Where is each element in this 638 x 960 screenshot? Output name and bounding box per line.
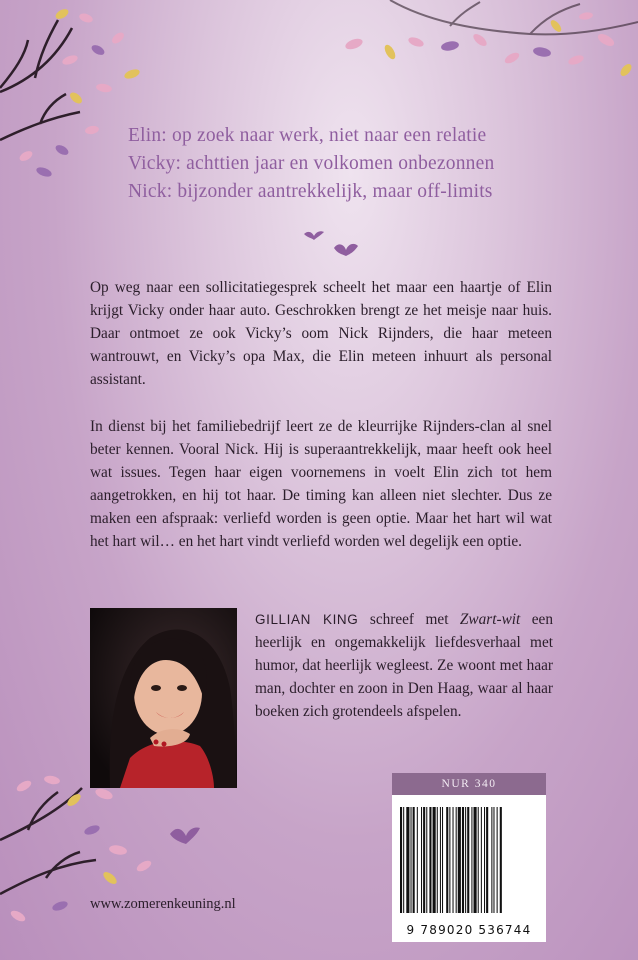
barcode-bar bbox=[417, 807, 418, 913]
blurb-paragraph-1: Op weg naar een sollicitatiegesprek scheelt het maar een haartje of Elin krijgt Vicky onder haar auto. Geschrokken brengt ze het meisje naar huis. Daar ontmoet ze ook Vicky’s oom Nick Rijnders, die haar meteen wantrouwt, en Vicky’s opa Max, die Elin meteen inhuurt als personal assistant. bbox=[90, 279, 552, 388]
barcode-bar bbox=[491, 807, 492, 913]
barcode-bar bbox=[449, 807, 450, 913]
barcode-bar bbox=[471, 807, 472, 913]
barcode-bar bbox=[423, 807, 425, 913]
branch-decoration-bottom-left bbox=[0, 770, 170, 940]
barcode-bar bbox=[497, 807, 498, 913]
barcode-bar bbox=[456, 807, 457, 913]
author-bio bbox=[255, 608, 553, 723]
author-name: GILLIAN KING bbox=[255, 612, 359, 627]
taglines bbox=[128, 122, 608, 206]
author-text-after-title: een heerlijk en ongemakkelijk liefdesverhaal met humor, dat heerlijk wegleest. Ze woont met haar man, dochter en zoon in Den Haag, waar al haar boeken zich grotendeels afspelen. bbox=[255, 611, 553, 720]
barcode-bar bbox=[413, 807, 415, 913]
tagline-nick: Nick: bijzonder aantrekkelijk, maar off-limits bbox=[128, 181, 493, 202]
barcode-bar bbox=[486, 807, 488, 913]
barcode-bar bbox=[406, 807, 409, 913]
barcode-bar bbox=[481, 807, 482, 913]
nur-code: NUR 340 bbox=[392, 773, 546, 795]
barcode-bar bbox=[446, 807, 448, 913]
barcode-bar bbox=[440, 807, 441, 913]
barcode-bars bbox=[392, 803, 546, 923]
barcode-bar bbox=[433, 807, 436, 913]
tagline-vicky: Vicky: achttien jaar en volkomen onbezonnen bbox=[128, 153, 495, 174]
author-text-before-title: schreef met bbox=[358, 611, 460, 628]
bird-icon bbox=[300, 226, 360, 266]
tagline-elin: Elin: op zoek naar werk, niet naar een relatie bbox=[128, 125, 487, 146]
barcode-bar bbox=[465, 807, 466, 913]
barcode-bar bbox=[429, 807, 431, 913]
barcode-bar bbox=[467, 807, 469, 913]
barcode-bar bbox=[426, 807, 427, 913]
branch-decoration-top-right bbox=[330, 0, 638, 110]
barcode-bar bbox=[453, 807, 454, 913]
barcode-bar bbox=[474, 807, 477, 913]
barcode-bar bbox=[458, 807, 461, 913]
book-title: Zwart-wit bbox=[459, 611, 521, 628]
barcode-bar bbox=[421, 807, 422, 913]
barcode-bar bbox=[484, 807, 485, 913]
barcode-bar bbox=[478, 807, 479, 913]
barcode-bar bbox=[403, 807, 404, 913]
website: www.zomerenkeuning.nl bbox=[90, 896, 236, 912]
bird-icon-bottom bbox=[168, 824, 204, 852]
barcode-bar bbox=[411, 807, 412, 913]
isbn-digits: 9 789020 536744 bbox=[406, 923, 532, 937]
author-photo bbox=[90, 608, 237, 788]
barcode-bar bbox=[400, 807, 402, 913]
barcode-bar bbox=[442, 807, 443, 913]
barcode-bar bbox=[462, 807, 464, 913]
blurb-paragraph-2: In dienst bij het familiebedrijf leert ze de kleurrijke Rijnders-clan al snel beter kennen. Vooral Nick. Hij is superaantrekkelijk, maar heeft ook heel wat issues. Tegen haar eigen voornemens in voelt Elin zich tot hem aangetrokken, en hij tot haar. De timing kan alleen niet slechter. Dus ze maken een afspraak: verliefd worden is geen optie. Maar het hart wil wat het hart wil… en het hart vindt verliefd worden wel degelijk een optie. bbox=[90, 418, 552, 550]
barcode bbox=[392, 795, 546, 942]
barcode-bar bbox=[437, 807, 438, 913]
barcode-bar bbox=[500, 807, 502, 913]
barcode-bar bbox=[493, 807, 494, 913]
